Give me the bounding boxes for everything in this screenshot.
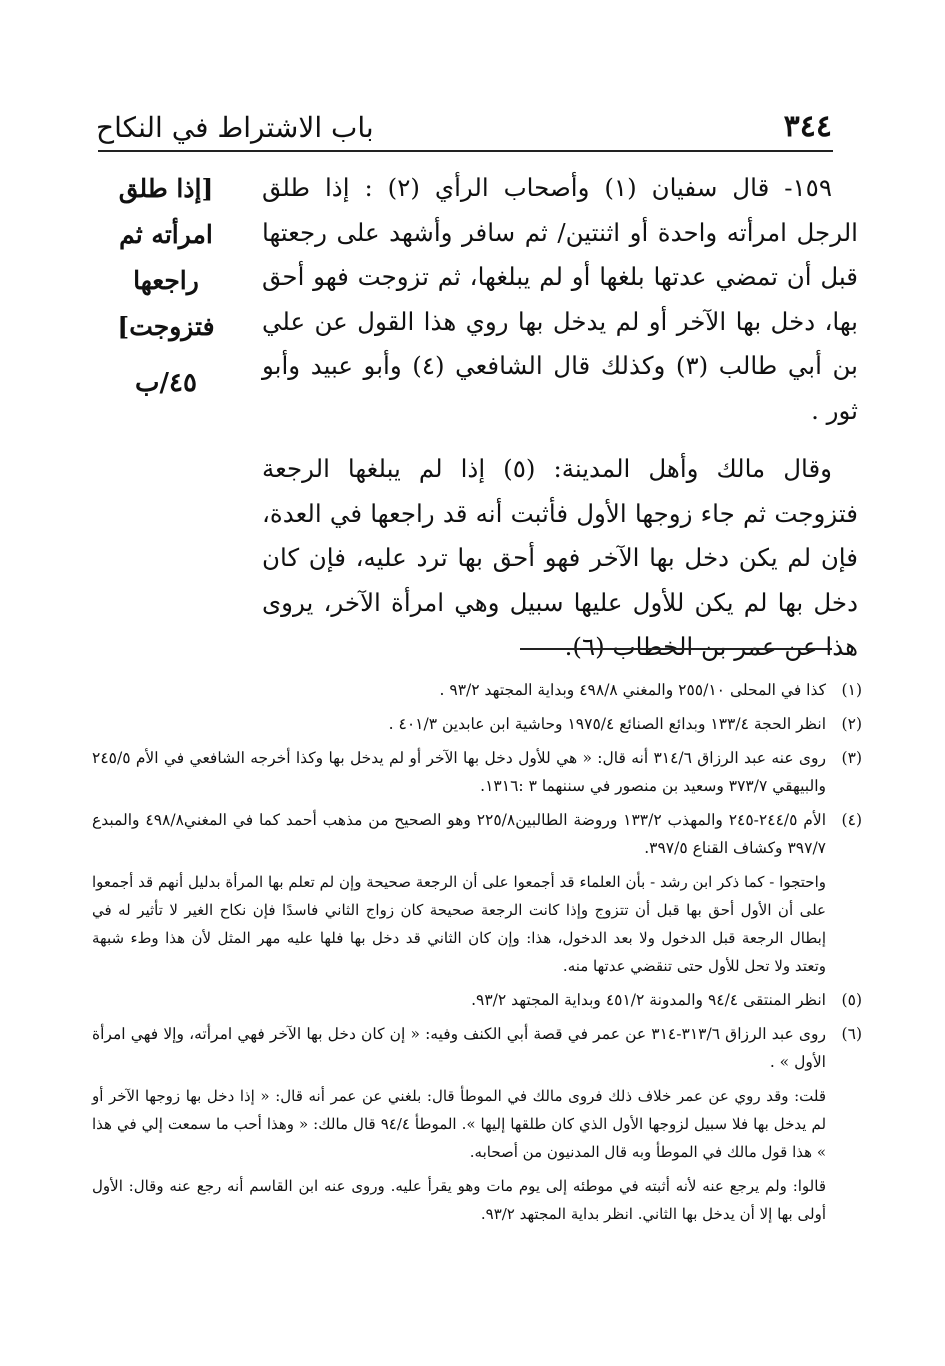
footnote-continuation: واحتجوا - كما ذكر ابن رشد - بأن العلماء قد أجمعوا على أن الرجعة صحيحة وإن لم تعلم بها المرأة بدليل أنهم قد أجمعوا على أن الأول أحق بها قبل أن تتزوج وإذا كانت الرجعة صحيحة كان زواج الثاني فاسدًا فإن نكاح الغير لا تأثير له في إبطال الرجعة قبل الدخول ولا بعد الدخول، هذا: وإن كان الثاني قد دخل بها فلها عليه مهر المثل لأن هذا وطء شبهة وتعتد ولا تحل للأول حتى تنقضي عدتها منه. [92, 873, 827, 975]
footnote [92, 676, 862, 704]
chapter-title: باب الاشتراط في النكاح [96, 111, 374, 144]
footnote-number: (١) [841, 681, 862, 699]
footnote-text: روى عبد الرزاق ٣١٣/٦-٣١٤ عن عمر في قصة أبي الكنف وفيه: « إن كان دخل بها الآخر فهي امرأته، وإلا فهي امرأة الأول » . [92, 1025, 826, 1071]
footnote [92, 710, 862, 738]
footnote-text: انظر المنتقى ٩٤/٤ والمدونة ٤٥١/٢ وبداية المجتهد ٩٣/٢. [471, 991, 826, 1009]
footnote-separator [520, 648, 832, 650]
running-header [96, 94, 832, 144]
footnote-continuation: قلت: وقد روي عن عمر خلاف ذلك فروى مالك في الموطأ قال: بلغني عن عمر أنه قال: « إذا دخل بها زوجها الآخر أو لم يدخل بها فلا سبيل لزوجها الأول الذي كان طلقها إليها ». الموطأ ٩٤/٤ قال مالك: « وهذا أحب ما سمعت إلي في هذا » هذا قول مالك في الموطأ وبه قال المدنيون من أصحابه. [92, 1087, 827, 1161]
margin-note-line: امرأته ثم [119, 220, 213, 249]
margin-note-line: راجعها [133, 266, 199, 295]
footnote-text: روى عنه عبد الرزاق ٣١٤/٦ أنه قال: « هي للأول دخل بها الآخر أو لم يدخل بها وكذا أخرجه الشافعي في الأم ٢٤٥/٥ والبيهقي ٣٧٣/٧ وسعيد بن منصور في سننهما ٣ :١٣١٦. [92, 749, 826, 795]
footnote-text: كذا في المحلى ٢٥٥/١٠ والمغني ٤٩٨/٨ وبداية المجتهد ٩٣/٢ . [439, 681, 826, 699]
footnote-text: الأم ٢٤٤/٥-٢٤٥ والمهذب ١٣٣/٢ وروضة الطالبين٢٢٥/٨ وهو الصحيح من مذهب أحمد كما في المغني٤٩٨/٨ والمبدع ٣٩٧/٧ وكشاف القناع ٣٩٧/٥. [92, 811, 827, 857]
footnotes [92, 676, 862, 1288]
main-text [262, 166, 858, 661]
footnote-text: انظر الحجة ١٣٣/٤ وبدائع الصنائع ١٩٧٥/٤ وحاشية ابن عابدين ٤٠١/٣ . [388, 715, 826, 733]
footnote [92, 744, 862, 800]
footnote-number: (٤) [841, 811, 862, 829]
footnote-continuation: قالوا: ولم يرجع عنه لأنه أثبته في موطئه إلى يوم مات وهو يقرأ عليه. وروى عنه ابن القاسم أنه رجع عنه وقال: الأول أولى بها إلا أن يدخل بها الثاني. انظر بداية المجتهد ٩٣/٢. [92, 1177, 826, 1223]
main-paragraph: ١٥٩- قال سفيان (١) وأصحاب الرأي (٢) : إذا طلق الرجل امرأته واحدة أو اثنتين/ ثم سافر وأشهد على رجعتها قبل أن تمضي عدتها بلغها أو لم يبلغها، ثم تزوجت فهو أحق بها، دخل بها الآخر أو لم يدخل بها روي هذا القول عن علي بن أبي طالب (٣) وكذلك قال الشافعي (٤) وأبو عبيد وأبو ثور . [262, 173, 858, 425]
footnote [92, 1020, 862, 1076]
margin-note-line: فتزوجت] [117, 312, 215, 341]
footnote-number: (٦) [841, 1025, 862, 1043]
main-paragraph: وقال مالك وأهل المدينة: (٥) إذا لم يبلغها الرجعة فتزوجت ثم جاء زوجها الأول فأثبت أنه قد راجعها في العدة، فإن لم يكن دخل بها الآخر فهو أحق بها ترد عليه، فإن كان دخل بها لم يكن للأول عليها سبيل وهي امرأة الآخر، يروى هذا عن عمر بن الخطاب (٦). [262, 454, 858, 661]
footnote-number: (٥) [841, 991, 862, 1009]
page-number: ٣٤٤ [783, 109, 832, 144]
footnote [92, 986, 862, 1014]
manuscript-folio-ref: ٤٥/ب [135, 368, 197, 398]
margin-note-line: [إذا طلق [118, 174, 214, 203]
margin-column [102, 166, 230, 406]
footnote [92, 806, 862, 862]
footnote-number: (٣) [841, 749, 862, 767]
header-rule [98, 150, 833, 152]
margin-note [102, 166, 230, 350]
footnote-number: (٢) [841, 715, 862, 733]
